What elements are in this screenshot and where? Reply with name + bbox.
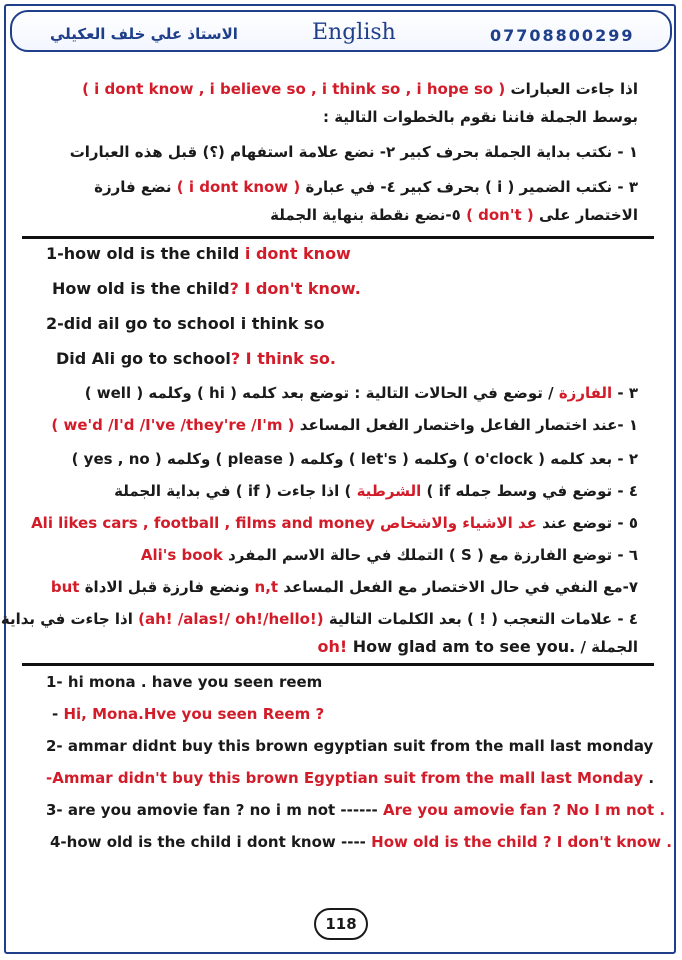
section-divider	[22, 236, 654, 239]
comma-rule-red: عد الاشياء والاشخاص	[380, 514, 537, 532]
section-divider	[22, 663, 654, 666]
comma-title-num: ٣ -	[617, 384, 638, 402]
exercise-answer: How old is the child ? I don't know .	[371, 833, 673, 851]
comma-rule-7	[51, 578, 638, 596]
comma-rule-example: Ali likes cars , football , films and money	[31, 514, 375, 532]
rule-intro-phrases: ( i dont know , i believe so , i think so , i hope so )	[82, 80, 506, 98]
comma-rule-text: ٤ - توضع في وسط جمله	[455, 482, 638, 500]
rule-step-5: ٥-نضع نقطة بنهاية الجملة	[270, 206, 461, 224]
example-highlight: i dont know	[244, 244, 351, 263]
comma-rule-red: الشرطية	[356, 482, 422, 500]
exercise-4	[50, 833, 672, 851]
comma-title	[85, 384, 638, 402]
exercise-answer: -Ammar didn't buy this brown Egyptian suit from the mall last Monday	[46, 769, 644, 787]
exercise-tail: .	[648, 769, 655, 787]
phone-number: 07708800299	[490, 26, 635, 45]
example-1-answer	[52, 279, 361, 298]
comma-title-example: ( well ) وكلمه ( hi )	[84, 384, 237, 402]
exercise-2-question	[46, 737, 653, 755]
rule-step-3-cont	[270, 206, 638, 224]
exercise-answer: Are you amovie fan ? No I m not .	[383, 801, 666, 819]
comma-rule-example: Ali's book	[140, 546, 223, 564]
rule-step-3-text-b: نضع فارزة	[94, 178, 172, 196]
teacher-name: الاستاذ علي خلف العكيلي	[50, 25, 238, 43]
example-highlight: ? I think so.	[230, 349, 336, 368]
comma-rule-8-cont	[318, 637, 639, 656]
subject-title: English	[312, 20, 396, 45]
rule-step-3-text: ٣ - نكتب الضمير ( i ) بحرف كبير ٤- في عبارة	[305, 178, 638, 196]
rule-step-3-text-c: الاختصار على	[538, 206, 638, 224]
comma-rule-1	[51, 416, 638, 434]
comma-rule-example: ( yes , no ) وكلمه ( please ) وكلمه ( let's ) وكلمه ( o'clock )	[71, 450, 545, 468]
exercise-text: 2- ammar didnt buy this brown egyptian suit from the mall last monday	[46, 737, 654, 755]
page-number: 118	[314, 908, 368, 940]
comma-rule-text: ٢ - بعد كلمه	[550, 450, 638, 468]
comma-rule-text: ٦ - توضع الفارزة مع ( S ) التملك في حالة الاسم المفرد	[228, 546, 638, 564]
page-header	[10, 10, 672, 52]
comma-rule-2	[72, 450, 638, 468]
comma-rule-oh: oh!	[317, 637, 348, 656]
example-1-question	[46, 244, 351, 263]
rule-intro-line-2: بوسط الجملة فاننا نقوم بالخطوات التالية :	[322, 108, 638, 126]
comma-rule-example: ( we'd /I'd /I've /they're /I'm )	[51, 416, 295, 434]
exercise-text: 3- are you amovie fan ? no i m not ------	[46, 801, 378, 819]
exercise-1-answer	[52, 705, 324, 723]
rule-step-3	[94, 178, 638, 196]
comma-title-text: / توضع في الحالات التالية : توضع بعد كلمه	[242, 384, 554, 402]
example-text: 1-how old is the child	[46, 244, 240, 263]
exercise-answer: Hi, Mona.Hve you seen Reem ?	[63, 705, 325, 723]
comma-rule-8	[1, 610, 638, 628]
rule-intro-text: اذا جاءت العبارات	[510, 80, 638, 98]
comma-rule-text-b: اذا جاءت في بداية	[0, 610, 133, 628]
exercise-text: 4-how old is the child i dont know ----	[50, 833, 366, 851]
comma-rule-text-b: ونضع فارزة قبل الاداة	[84, 578, 250, 596]
example-answer-text: Did Ali go to school	[56, 349, 231, 368]
exercise-text: 1- hi mona . have you seen reem	[46, 673, 323, 691]
comma-rule-but: but	[50, 578, 80, 596]
example-2-question	[46, 314, 324, 333]
example-2-answer	[56, 349, 336, 368]
comma-rule-4	[114, 482, 638, 500]
comma-rule-text: ٧-مع النفي في حال الاختصار مع الفعل المساعد	[283, 578, 638, 596]
exercise-2-answer	[46, 769, 654, 787]
exercise-3	[46, 801, 665, 819]
exercise-1-question	[46, 673, 322, 691]
rule-step-1: ١ - نكتب بداية الجملة بحرف كبير ٢- نضع علامة استفهام (؟) قبل هذه العبارات	[69, 143, 638, 161]
comma-rule-if: ( if	[426, 482, 451, 500]
comma-rule-text: ٤ - علامات التعجب ( ! ) بعد الكلمات التالية	[328, 610, 638, 628]
example-highlight: ? I don't know.	[229, 279, 361, 298]
comma-rule-text-b: ) اذا جاءت ( if ) في بداية الجملة	[114, 482, 352, 500]
comma-rule-text: ١ -عند اختصار الفاعل واختصار الفعل المساعد	[299, 416, 638, 434]
comma-rule-text-c: الجملة /	[580, 638, 638, 656]
example-answer-text: How old is the child	[52, 279, 230, 298]
comma-rule-sentence: How glad am to see you.	[352, 637, 576, 656]
rule-step-3-word: ( don't )	[466, 206, 534, 224]
comma-rule-example: n,t	[254, 578, 279, 596]
exercise-dash: -	[52, 705, 59, 723]
comma-rule-5	[31, 514, 638, 532]
comma-rule-6	[141, 546, 638, 564]
comma-title-word: الفارزة	[558, 384, 613, 402]
example-text: 2-did ail go to school i think so	[46, 314, 325, 333]
comma-rule-text: ٥ - توضع عند	[542, 514, 638, 532]
comma-rule-example: (ah! /alas!/ oh!/hello!)	[138, 610, 324, 628]
rule-step-3-phrase: ( i dont know )	[176, 178, 301, 196]
rule-intro-line	[82, 80, 638, 98]
